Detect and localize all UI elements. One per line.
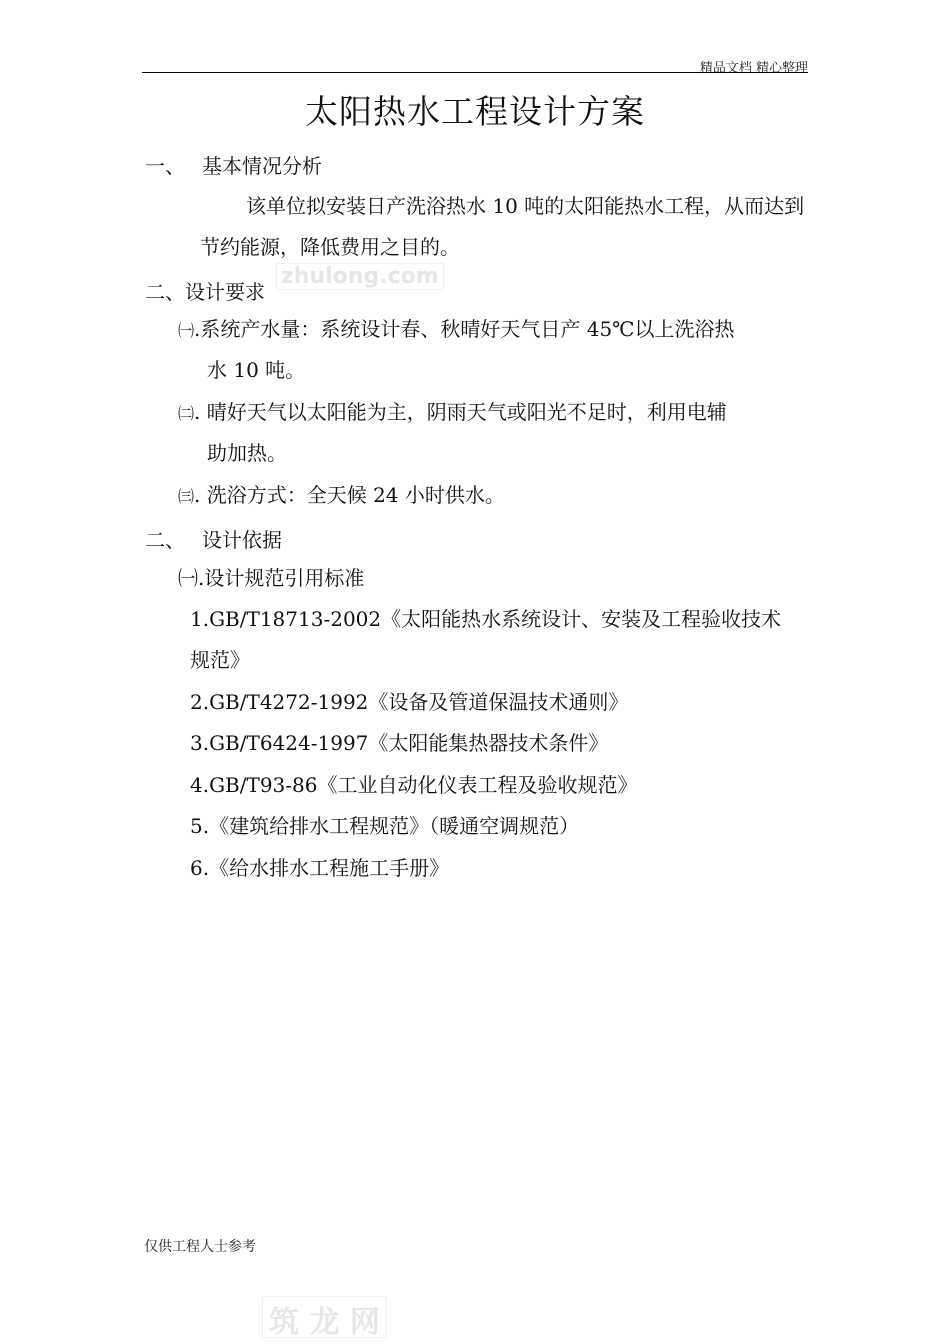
standard-ref-1: 1.GB/T18713-2002《太阳能热水系统设计、安装及工程验收技术 <box>190 607 782 631</box>
watermark-top: zhulong.com <box>276 263 444 290</box>
standards-subheading: ㈠.设计规范引用标准 <box>178 566 365 590</box>
requirement-item-3 <box>178 475 505 517</box>
document-title: 太阳热水工程设计方案 <box>305 92 645 131</box>
watermark-bottom: 筑 龙 网 <box>262 1296 387 1338</box>
section-1-paragraph <box>200 186 810 268</box>
section-1-text: 该单位拟安装日产洗浴热水 10 吨的太阳能热水工程，从而达到节约能源，降低费用之目的。 <box>200 194 805 259</box>
item-1-marker: ㈠ <box>178 321 195 340</box>
item-3-marker: ㈢ <box>178 487 195 506</box>
section-2-number: 二、 <box>145 280 185 304</box>
section-2-title: 设计要求 <box>185 280 265 304</box>
standard-ref-6: 6.《给水排水工程施工手册》 <box>190 856 450 880</box>
section-3-number: 二、 <box>145 528 185 552</box>
standard-ref-4: 4.GB/T93-86《工业自动化仪表工程及验收规范》 <box>190 773 638 797</box>
section-1-title: 基本情况分析 <box>202 154 322 178</box>
item-2-line2: 助加热。 <box>207 441 287 465</box>
header-tagline: 精品文档 精心整理 <box>699 61 808 76</box>
standard-ref-5: 5.《建筑给排水工程规范》（暖通空调规范） <box>190 814 580 838</box>
item-3-line1: . 洗浴方式：全天候 24 小时供水。 <box>194 483 505 507</box>
header-rule <box>142 72 808 73</box>
standard-ref-1-cont: 规范》 <box>190 648 250 672</box>
footer-note: 仅供工程人士参考 <box>144 1239 256 1255</box>
section-1-heading <box>145 150 322 179</box>
item-2-line1: . 晴好天气以太阳能为主，阴雨天气或阳光不足时，利用电辅 <box>194 400 727 424</box>
section-2-heading <box>145 276 265 305</box>
section-3-heading <box>145 524 282 553</box>
standard-ref-2: 2.GB/T4272-1992《设备及管道保温技术通则》 <box>190 690 629 714</box>
item-2-marker: ㈡ <box>178 404 195 423</box>
requirement-item-2 <box>178 392 727 434</box>
section-3-title: 设计依据 <box>202 528 282 552</box>
requirement-item-1 <box>178 309 735 351</box>
item-1-line2: 水 10 吨。 <box>207 358 306 382</box>
standard-ref-3: 3.GB/T6424-1997《太阳能集热器技术条件》 <box>190 731 609 755</box>
section-1-number: 一、 <box>145 154 185 178</box>
item-1-line1: .系统产水量：系统设计春、秋晴好天气日产 45℃以上洗浴热 <box>194 317 735 341</box>
